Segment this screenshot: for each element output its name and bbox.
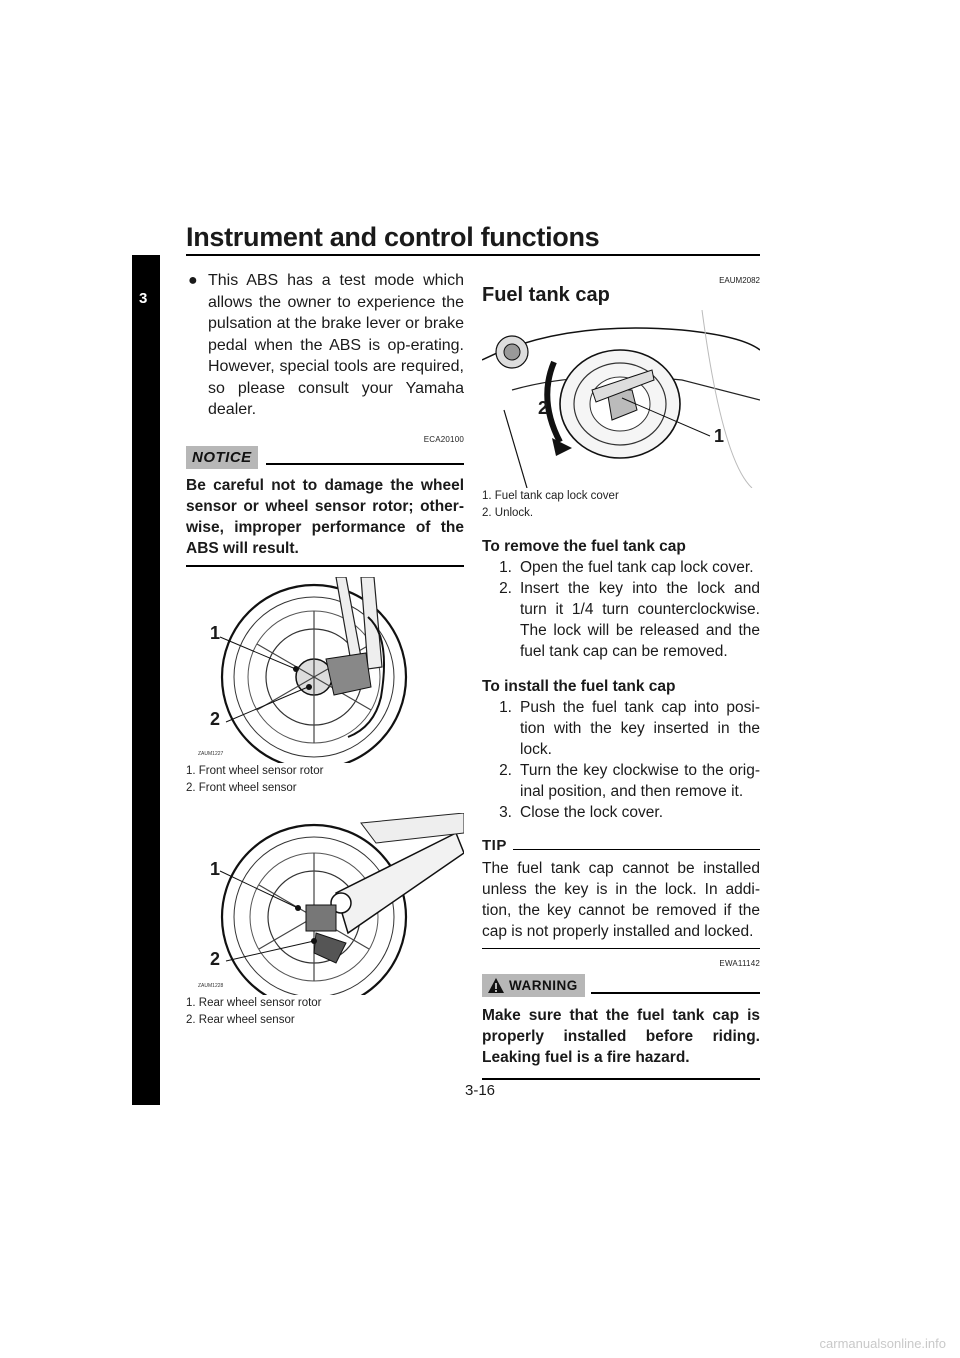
fuel-cap-illustration [482, 310, 760, 488]
step-number: 2. [499, 580, 512, 597]
tip-rule [513, 849, 760, 850]
notice-badge: NOTICE [186, 446, 258, 469]
tip-text: The fuel tank cap cannot be installed unless the key is in the lock. In addi-tion, the key cannot be removed if the cap is not properly installed and locked. [482, 858, 760, 949]
rear-wheel-caption-2: 2. Rear wheel sensor [186, 1013, 295, 1026]
remove-step [482, 557, 760, 578]
warning-code: EWA11142 [719, 959, 760, 968]
page-number: 3-16 [464, 1082, 496, 1099]
remove-step [482, 578, 760, 662]
callout-2: 2 [210, 948, 221, 969]
install-heading: To install the fuel tank cap [482, 678, 676, 695]
callout-1: 1 [210, 622, 221, 643]
chapter-tab [132, 255, 160, 1105]
bullet-text: This ABS has a test mode which allows the owner to experience the pulsation at the brake lever or brake pedal when the ABS is op-erating. However, special tools are required, so please consult your Yamaha dealer. [208, 272, 464, 418]
section-header [482, 270, 760, 304]
callout-2: 2 [210, 708, 221, 729]
step-number: 3. [499, 804, 512, 821]
page-title: Instrument and control functions [186, 222, 600, 252]
step-text: Open the fuel tank cap lock cover. [520, 559, 754, 576]
rear-wheel-caption-1: 1. Rear wheel sensor rotor [186, 996, 322, 1009]
notice-code: ECA20100 [423, 434, 464, 444]
callout-1: 1 [714, 426, 725, 446]
warning-rule [591, 992, 760, 994]
watermark: carmanualsonline.info [819, 1336, 946, 1351]
bullet-icon: ● [188, 272, 198, 289]
fuel-cap-figure [482, 310, 760, 488]
install-step [482, 760, 760, 802]
figure-code: ZAUM1228 [198, 982, 224, 989]
notice-rule [266, 463, 464, 465]
step-number: 1. [499, 559, 512, 576]
step-text: Close the lock cover. [520, 804, 664, 821]
step-number: 1. [499, 699, 512, 716]
rear-wheel-illustration [186, 813, 464, 995]
callout-2: 2 [538, 398, 549, 418]
front-wheel-caption-2: 2. Front wheel sensor [186, 781, 297, 794]
warning-label: WARNING [509, 978, 578, 993]
install-step [482, 802, 760, 823]
right-column [482, 270, 760, 1080]
fuel-cap-caption-2: 2. Unlock. [482, 507, 534, 519]
front-wheel-caption-1: 1. Front wheel sensor rotor [186, 764, 324, 777]
install-step [482, 697, 760, 760]
fuel-cap-caption-1: 1. Fuel tank cap lock cover [482, 490, 619, 502]
header-rule [186, 254, 760, 256]
front-wheel-figure [186, 577, 464, 763]
step-text: Insert the key into the lock and turn it 1/4 turn counterclockwise. The lock will be released and the fuel tank cap can be removed. [520, 580, 760, 660]
remove-heading: To remove the fuel tank cap [482, 538, 686, 555]
step-text: Push the fuel tank cap into posi-tion with the key inserted in the lock. [520, 699, 760, 758]
warning-text: Make sure that the fuel tank cap is properly installed before riding. Leaking fuel is a fire hazard. [482, 1005, 760, 1080]
callout-1: 1 [210, 858, 221, 879]
rear-wheel-figure [186, 813, 464, 995]
section-code: EAUM2082 [719, 276, 760, 285]
chapter-number: 3 [139, 290, 148, 307]
warning-header [482, 974, 760, 997]
left-column [186, 270, 464, 1029]
tip-header [482, 837, 760, 854]
page-header [186, 222, 760, 252]
warning-badge [482, 974, 585, 997]
notice-header [186, 446, 464, 469]
notice-text: Be careful not to damage the wheel sensor or wheel sensor rotor; other-wise, improper performance of the ABS will result. [186, 475, 464, 567]
step-text: Turn the key clockwise to the orig-inal position, and then remove it. [520, 762, 760, 800]
tip-label: TIP [482, 837, 507, 854]
abs-test-mode-bullet [186, 270, 464, 421]
step-number: 2. [499, 762, 512, 779]
warning-icon [487, 977, 505, 994]
figure-code: ZAUM1227 [198, 750, 224, 757]
front-wheel-illustration [186, 577, 464, 763]
section-title: Fuel tank cap [482, 284, 610, 306]
